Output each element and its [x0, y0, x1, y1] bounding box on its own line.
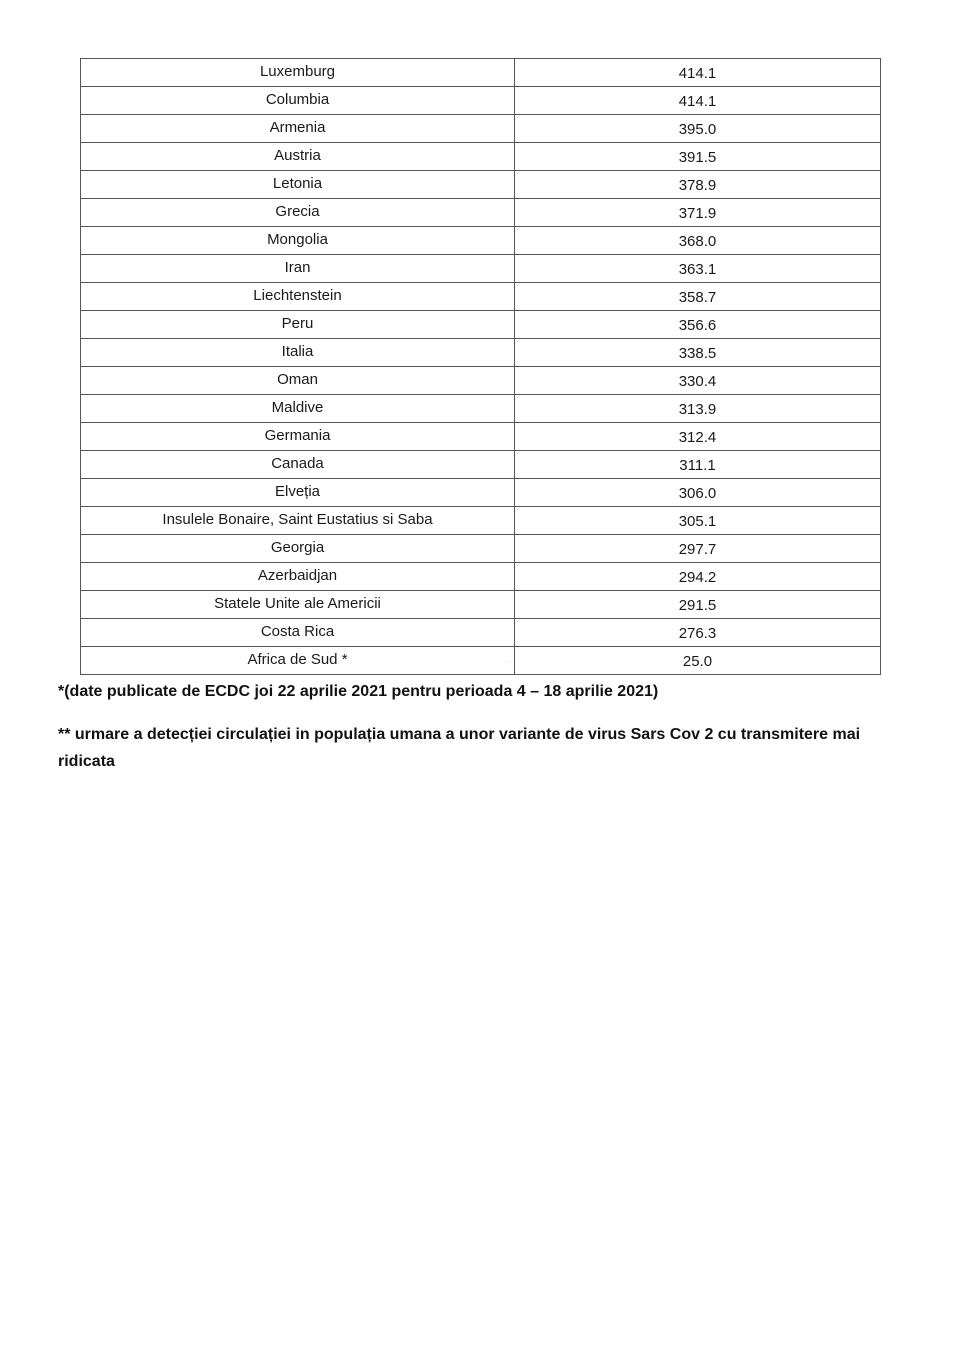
country-cell: Canada: [81, 451, 515, 479]
incidence-value-cell: 311.1: [515, 451, 881, 479]
incidence-value-cell: 330.4: [515, 367, 881, 395]
table-row: [81, 479, 881, 507]
table-row: [81, 143, 881, 171]
incidence-value-cell: 363.1: [515, 255, 881, 283]
incidence-value-cell: 414.1: [515, 87, 881, 115]
incidence-value-cell: 356.6: [515, 311, 881, 339]
country-cell: Costa Rica: [81, 619, 515, 647]
table-row: [81, 367, 881, 395]
country-cell: Luxemburg: [81, 59, 515, 87]
incidence-value-cell: 368.0: [515, 227, 881, 255]
country-cell: Oman: [81, 367, 515, 395]
footnote-source: *(date publicate de ECDC joi 22 aprilie 2021 pentru perioada 4 – 18 aprilie 2021): [58, 683, 659, 700]
incidence-value-cell: 414.1: [515, 59, 881, 87]
incidence-value-cell: 395.0: [515, 115, 881, 143]
footnote-variants: ** urmare a detecției circulației in populația umana a unor variante de virus Sars Cov 2 cu transmitere mai ridicata: [58, 726, 861, 770]
table-row: [81, 171, 881, 199]
incidence-value-cell: 312.4: [515, 423, 881, 451]
incidence-value-cell: 276.3: [515, 619, 881, 647]
country-cell: Iran: [81, 255, 515, 283]
table-row: [81, 283, 881, 311]
table-row: [81, 619, 881, 647]
country-cell: Peru: [81, 311, 515, 339]
incidence-table: [80, 58, 881, 675]
incidence-value-cell: 371.9: [515, 199, 881, 227]
country-cell: Austria: [81, 143, 515, 171]
incidence-table-body: [81, 59, 881, 675]
country-cell: Letonia: [81, 171, 515, 199]
country-cell: Insulele Bonaire, Saint Eustatius si Saba: [81, 507, 515, 535]
country-cell: Columbia: [81, 87, 515, 115]
table-row: [81, 311, 881, 339]
incidence-value-cell: 25.0: [515, 647, 881, 675]
country-cell: Georgia: [81, 535, 515, 563]
table-row: [81, 59, 881, 87]
table-row: [81, 227, 881, 255]
country-cell: Azerbaidjan: [81, 563, 515, 591]
table-row: [81, 199, 881, 227]
incidence-value-cell: 313.9: [515, 395, 881, 423]
country-cell: Maldive: [81, 395, 515, 423]
table-row: [81, 115, 881, 143]
country-cell: Statele Unite ale Americii: [81, 591, 515, 619]
table-row: [81, 535, 881, 563]
incidence-value-cell: 291.5: [515, 591, 881, 619]
country-cell: Armenia: [81, 115, 515, 143]
incidence-value-cell: 391.5: [515, 143, 881, 171]
table-row: [81, 507, 881, 535]
country-cell: Grecia: [81, 199, 515, 227]
incidence-value-cell: 338.5: [515, 339, 881, 367]
table-row: [81, 451, 881, 479]
faint-watermark: ····: [505, 659, 513, 665]
table-row: [81, 591, 881, 619]
incidence-value-cell: 306.0: [515, 479, 881, 507]
incidence-value-cell: 305.1: [515, 507, 881, 535]
incidence-value-cell: 358.7: [515, 283, 881, 311]
table-row: [81, 563, 881, 591]
country-cell: Liechtenstein: [81, 283, 515, 311]
country-cell: Italia: [81, 339, 515, 367]
table-row: [81, 339, 881, 367]
country-cell: Mongolia: [81, 227, 515, 255]
incidence-value-cell: 294.2: [515, 563, 881, 591]
country-cell: Germania: [81, 423, 515, 451]
table-row: [81, 395, 881, 423]
country-cell: Africa de Sud *: [81, 647, 515, 675]
incidence-value-cell: 378.9: [515, 171, 881, 199]
incidence-value-cell: 297.7: [515, 535, 881, 563]
table-row: [81, 255, 881, 283]
table-row: [81, 423, 881, 451]
table-row: [81, 647, 881, 675]
country-cell: Elveția: [81, 479, 515, 507]
table-row: [81, 87, 881, 115]
